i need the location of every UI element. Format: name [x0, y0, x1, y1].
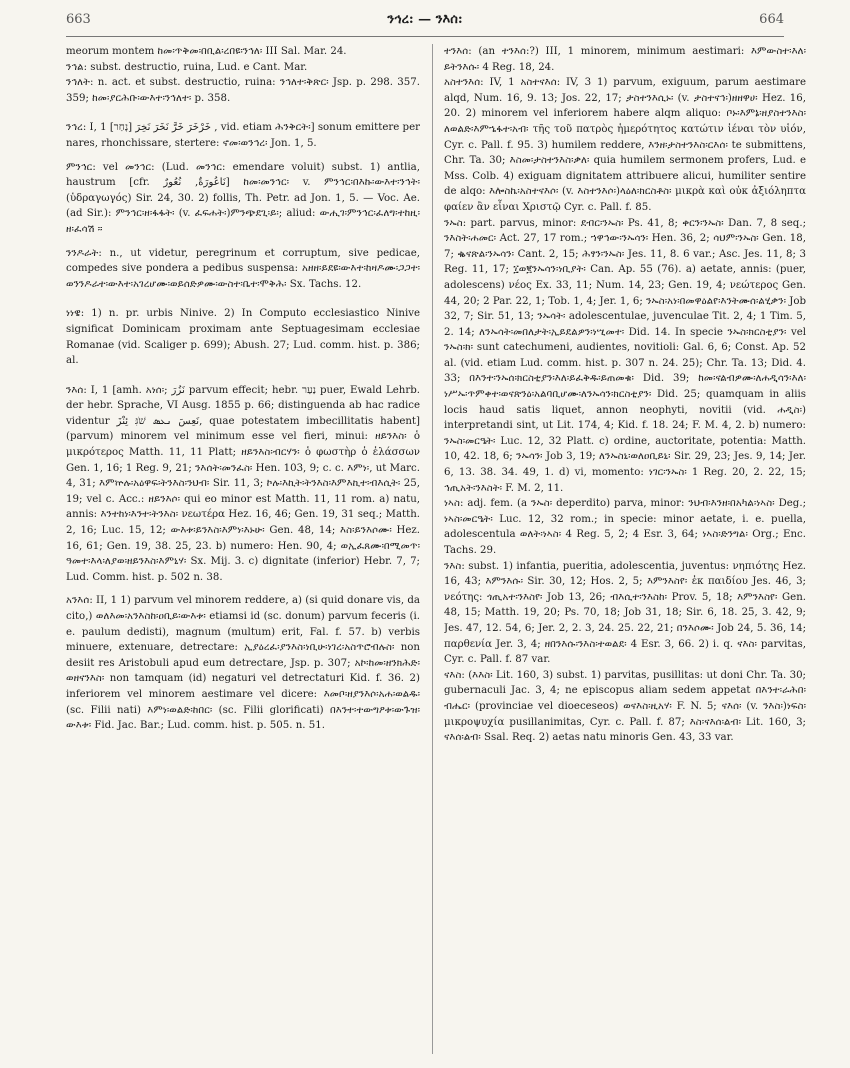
dictionary-entry: ነኣስ: adj. fem. (a ንኡስ፡ deperdito) parva, minor: ንህብ፡እንዘ፡በአካል፡ነኣስ፡ Deg.; ነኣስ፡መርዔት፡ Luc. 12, 32 rom.; in specie: minor aetate, i. e. puella, adolescentula ወለት፡ነኣስ፡ 4 Reg. 5, 2; 4 Esr. 3, 64; ነኣስ፡ድንግል፡ Org.; Enc. Tachs. 29.	[444, 498, 806, 556]
dictionary-entry: ንኡስ: part. parvus, minor: ደብር፡ንኡስ፡ Ps. 41, 8; ቀርን፡ንኡስ፡ Dan. 7, 8 seq.; ንእስት፡ሐመር፡ Act. 27, 17 rom.; ኀዋኅው፡ንኡሳን፡ Hen. 36, 2; ሳህም፡ንኡስ፡ Gen. 18, 7; ቈናጽል፡ንኡሳን፡ Cant. 2, 15; ሕፃን፡ንኡስ፡ Jes. 11, 8. 6 var.; Asc. Jes. 11, 8; 3 Reg. 11, 17; ፲ወ፪ንኡሳን፡ነቢያት፡ Can. Ap. 55 (76). a) aetate, annis: (puer, adolescens) νέος Ex. 33, 11; Num. 14, 23; Gen. 19, 4; νεώτερος Gen. 44, 20; 2 Par. 22, 1; Tob. 1, 4; Jer. 1, 6; ንኡስ፡አነ፡በመዋዕልየ፡እንትሙሰ፡ልሂቃን፡ Job 32, 7; Sir. 51, 13; ንኡሳት፡ adolescentulae, juvenculae Tit. 2, 4; 1 Tim. 5, 2. 14; ለንኡሳት፡መበለታት፡ኢይደልዎን፡ነሢመተ፡ Did. 14. In specie ንኡስ፡ክርስቲያን፡ vel ንኡስ፡ክ፡ sunt catechumeni, audientes, novitioli: Gal. 6, 6; Const. Ap. 52 al. (vid. etiam Lud. comm. hist. p. 307 n. 24. 25); Chr. Ta. 13; Did. 4. 33; በእንተ፡ንኡሰ፡ክርስቲያን፡እለ፡ይፈቅዱ፡ይጠመቁ፡ Did. 39; ከመ፡ናልብዎሙ፡ለሐዲሳን፡እለ፡ነሥኡ፡ጥምቀተ፡ወናጽንዕ፡አልባቢሆሙ፡ለንኡሳን፡ክርስቲያን፡ Did. 25; quamquam in aliis locis haud satis liquet, annon neophyti, novitii (vid. ሐዲስ፡) interpretandi sint, ut Lit. 174, 4; Kid. f. 18. 24; F. M. 4, 2. b) numero: ንኡስ፡መርዔት፡ Luc. 12, 32 Platt. c) ordine, auctoritate, potentia: Matth. 10, 42. 18, 6; ንኡሳን፡ Job 3, 19; ለንኡስኒ፡ወለዐቢይኒ፡ Sir. 29, 23; Jes. 9, 14; Jer. 6, 13. 38. 34. 49, 1. d) vi, momento: ነገር፡ንኡስ፡ 1 Reg. 20, 2. 22, 15; ኅጢአት፡ንእስት፡ F. M. 2, 11.	[444, 217, 806, 494]
column-separator	[432, 44, 433, 1054]
running-title: ንኅረ: — ንእሰ:	[387, 12, 463, 27]
dictionary-entry: ናእስ: (እእስ፡ Lit. 160, 3) subst. 1) parvitas, pusillitas: ut doni Chr. Ta. 30; gubernaculi Jac. 3, 4; ne episcopus aliam sedem appetat በእንተ፡ራሕበ፡ብሔር፡ (provinciae vel dioeceseos) ወናእስ፡ዚአሃ፡ F. N. 5; ናእሰ፡ (v. ንእስ፡)ነፍስ፡ μικροψυχία pusillanimitas, Cyr. c. Pall. f. 87; እስ፡ናእሰ፡ልብ፡ Lit. 160, 3; ናእሰ፡ልብ፡ Ssal. Req. 2) aetas natu minoris Gen. 43, 33 var.	[444, 669, 806, 744]
dictionary-entry: ምንኅር: vel መንኅር: (Lud. መንኅር: emendare voluit) subst. 1) antlia, haustrum [cfr. نَاعُورَةٌ, نُعُورٌ] ከመ፡መንኅር፡ v. ምንኅር፡በእኩ፡ውእተ፡ንኅት፡ (ὑδραγωγός) Sir. 24, 30. 2) follis, Th. Petr. ad Jon. 1, 5. — Voc. Ae. (ad Sir.): ምንኅር፡ዘ፡ፋፋት፡ (v. ፈፍሐት፡)ምንጭደጊ፡ይ፡; aliud: ውሒገ፡ምንኅር፡ፈለግ፡ተከዚ፡ዘ፡ፈሳሽ ።	[66, 161, 420, 235]
dictionary-entry: ንኅለት: n. act. et subst. destructio, ruina: ንኅለተ፡ቅጽር፡ Jsp. p. 298. 357. 359; ከመ፡ያርሕቡ፡ውእተ፡ንኅለተ፡ p. 358.	[66, 77, 420, 104]
dictionary-entry: ንኅረ: I, 1 [נָחַר] خَرْخَرَ خَرَّ نَخَرَ نَخِرَ , vid. etiam ሕንቅርት፡] sonum emittere per nares, rhonchissare, stertere: ኖመ፡ወንኅረ፡ Jon. 1, 5.	[66, 122, 420, 149]
left-column	[66, 44, 420, 1060]
dictionary-entry: meorum montem ከመ፡ጥቅመ፡በቢል፡ረበዩ፡ንኅለ፡ III Sal. Mar. 24.	[66, 46, 347, 57]
header-rule	[66, 36, 784, 37]
dictionary-entry: ተንእሰ: (an ተንእሰ:?) III, 1 minorem, minimum aestimari: እምውስተ፡እለ፡ይትንእሱ፡ 4 Reg. 18, 24.	[444, 46, 806, 73]
right-column	[444, 44, 806, 1060]
dictionary-entry: ንንዶራት: n., ut videtur, peregrinum et corruptum, sive pedicae, compedes sive pondera a pedibus suspensa: አዘዘ፡ይደዩ፡ውእተ፡ከዛዶሙ፡ጋጋተ፡ወንንዶራተ፡ውእተ፡አገረሆሙ፡ወይሰድዎሙ፡ውስተ፡ቤተ፡ሞቅሕ፡ Sx. Tachs. 12.	[66, 247, 420, 290]
page-number-right: 664	[759, 12, 784, 27]
dictionary-entry: አንእሰ: II, 1 1) parvum vel minorem reddere, a) (si quid donare vis, da cito,) ወለእመ፡አንእስከ፡ዐቢይ፡ውእቱ፡ etiamsi id (sc. donum) parvum feceris (i. e. paulum dedisti), magnum (multum) erit, Fal. f. 57. b) verbis minuere, extenuare, detrectare: ኢያዕረፈ፡ያንእስ፡ነቢሁ፡ነገረ፡አስጥሮብሉስ፡ non desiit res Aristobuli apud eum detrectare, Jsp. p. 307; አኮ፡ከመ፡ዘንክሕድ፡ወዘናንእስ፡ non tamquam (id) negaturi vel detrectaturi Kid. f. 36. 2) inferiorem vel minorem aestimare vel dicere: እመቦ፡ዘያንእሶ፡አሐ፡ወልዱ፡ (sc. Filii nati) እምነ፡ወልድ፡ከበር፡ (sc. Filii glorificati) በእንተ፡ተውግዖቱ፡ውጉዝ፡ውእቱ፡ Fid. Jac. Bar.; Lud. comm. hist. p. 505. n. 51.	[66, 595, 420, 732]
page-header	[66, 12, 784, 34]
dictionary-entry: ነነዌ: 1) n. pr. urbis Ninive. 2) In Computo ecclesiastico Ninive significat Dominicam proximam ante Septuagesimam ecclesiae Romanae (vid. Scaliger p. 699); Abush. 27; Lud. comm. hist. p. 386; al.	[66, 308, 420, 367]
dictionary-entry: ንእሰ: I, 1 [amh. አነሰ፡; نَزُرَ parvum effecit; hebr. נַעַר puer, Ewald Lehrb. der hebr. Sprache, VI Ausg. 1855 p. 66; distinguenda ab hac radice videntur نَعِسَ ܢܥܣ שֹׁגִּ ئِنْزَ, quae potestatem imbecillitatis habent] (parvum) minorem vel minimum esse vel fieri, minui: ዘይንእስ፡ ὁ μικρότερος Matth. 11, 11 Platt; ዘይንእስ፡ብርሃን፡ ὁ φωστὴρ ὁ ἐλάσσων Gen. 1, 16; 1 Reg. 9, 21; ንእሰት፡መንፈስ፡ Hen. 103, 9; c. c. እምነ፡, ut Marc. 4, 31; እምኵሉ፡አዕዋፍ፡ትንእስ፡ንህብ፡ Sir. 11, 3; ኮሉ፡እኪት፡ትንእስ፡እምእኪተ፡ብእሲት፡ 25, 19; vel c. Acc.: ዘይንእሶ፡ qui eo minor est Matth. 11, 11 rom. a) natu, annis: እንተከነ፡እንተ፡ትንእስ፡ νεωτέρα Hez. 16, 46; Gen. 19, 31 seq.; Matth. 2, 16; Luc. 15, 12; ውእቱ፡ይንእስ፡እምነ፡እኑሁ፡ Gen. 48, 14; እስ፡ይንእሶሙ፡ Hez. 16, 61; Gen. 19, 38. 25, 23. b) numero: Hen. 90, 4; ወኢፈጸሙ፡በሚመጥ፡ዓመተ፡እላ፡ለያወ፡ዘይንእስ፡እምኒሃ፡ Sx. Mij. 3. c) dignitate (inferior) Hebr. 7, 7; Lud. Comm. hist. p. 502 n. 38.	[66, 384, 420, 583]
dictionary-entry: ንኅል: subst. destructio, ruina, Lud. e Cant. Mar.	[66, 61, 308, 73]
page-number-left: 663	[66, 12, 91, 27]
dictionary-entry: ንእስ: subst. 1) infantia, pueritia, adolescentia, juventus: νηπιότης Hez. 16, 43; እምንእሱ፡ Sir. 30, 12; Hos. 2, 5; እምንእስየ፡ ἐκ παιδίου Jes. 46, 3; νεότης: ጎጢአተ፡ንእስየ፡ Job 13, 26; ብእሲተ፡ንእስከ፡ Prov. 5, 18; እምንእስየ፡ Gen. 48, 15; Matth. 19, 20; Ps. 70, 18; Job 31, 18; Sir. 6, 18. 25, 3. 42, 9; Jes. 47, 12. 54, 6; Jer. 2, 2. 3, 24. 25. 22, 21; በንእሶሙ፡ Job 24, 5. 36, 14; παρθενία Jer. 3, 4; ዘበንእሱ፡ንእስ፡ተወልደ፡ 4 Esr. 3, 66. 2) i. q. ናእስ፡ parvitas, Cyr. c. Pall. f. 87 var.	[444, 560, 806, 666]
dictionary-entry: አስተንእሰ: IV, 1 አስተናእሰ: IV, 3 1) parvum, exiguum, parum aestimare alqd, Num. 16, 9. 13; Jos. 22, 17; ታስተንእሲኑ፡ (v. ታስተናኅ፡)ዘዘዋሀ፡ Hez. 16, 20. 2) minorem vel inferiorem habere alqm aliquo: ቦኑ፡እምኔ፡ዘያስተንእስ፡ለወልድ፡እምኄፋተ፡አብ፡ τῆς τοῦ πατρὸς ἡμερότητος κατώτιν ἱέναι τὸν υἱόν, Cyr. c. Pall. f. 95. 3) humilem reddere, እንዘ፡ታስተንእስ፡ርእሰ፡ te submittens, Chr. Ta. 30; እስመ፡ታስተንእስ፡ቃለ፡ quia humilem sermonem profers, Lud. e Mss. Colb. 4) exiguam dignitatem attribuere alicui, humiliter sentire de alqo: እሎስኬ፡አስተናእሶ፡ (v. እስተንእሶ፡)ላዕለ፡ክርስቶስ፡ μικρὰ καὶ οὐκ ἀξιόληπτα φαίεν ἂν εἶναι Χριστῷ Cyr. c. Pall. f. 85.	[444, 77, 806, 213]
